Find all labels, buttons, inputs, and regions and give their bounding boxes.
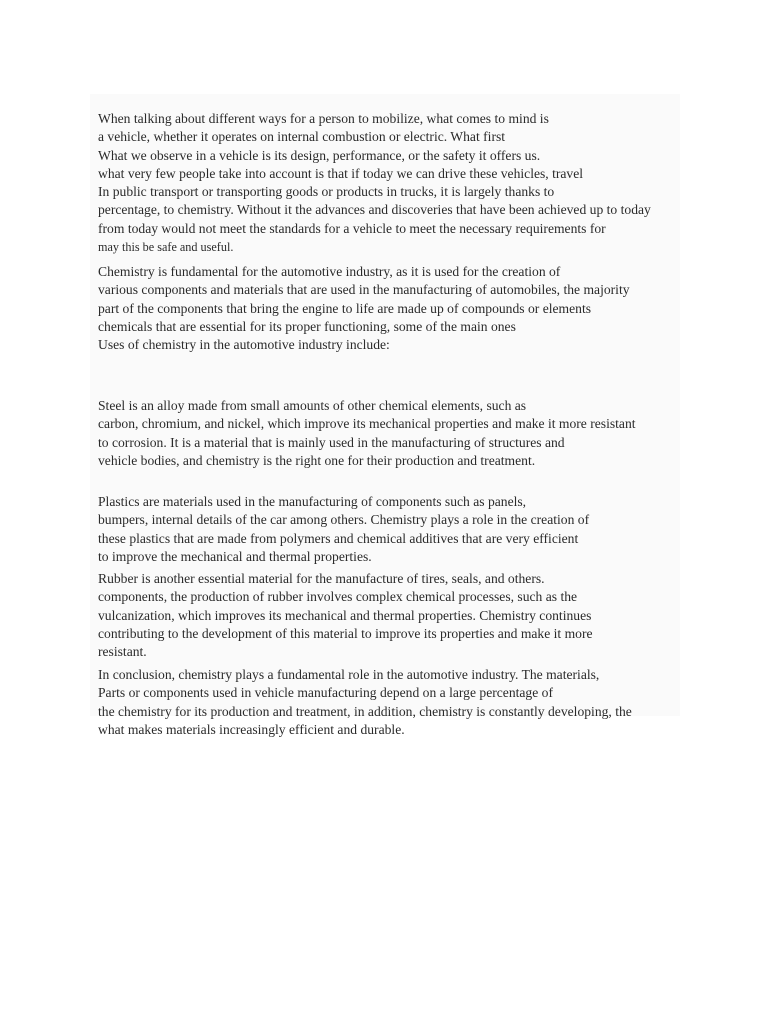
text-line: from today would not meet the standards for a vehicle to meet the necessary requirements for bbox=[98, 220, 606, 236]
text-line: a vehicle, whether it operates on internal combustion or electric. What first bbox=[98, 129, 506, 145]
text-line: to improve the mechanical and thermal properties. bbox=[98, 548, 372, 564]
text-line: Rubber is another essential material for the manufacture of tires, seals, and others. bbox=[98, 571, 545, 586]
text-line: what very few people take into account is that if today we can drive these vehicles, travel bbox=[98, 165, 584, 181]
text-line: components, the production of rubber involves complex chemical processes, such as the bbox=[98, 589, 578, 605]
paragraph-plastics bbox=[98, 493, 589, 566]
text-line: percentage, to chemistry. Without it the advances and discoveries that have been achieved up to today bbox=[98, 202, 651, 218]
text-line: carbon, chromium, and nickel, which improve its mechanical properties and make it more resistant bbox=[98, 416, 636, 432]
text-line: Plastics are materials used in the manufacturing of components such as panels, bbox=[98, 494, 527, 509]
text-line: chemicals that are essential for its proper functioning, some of the main ones bbox=[98, 318, 516, 334]
text-line: vehicle bodies, and chemistry is the right one for their production and treatment. bbox=[98, 452, 536, 468]
text-line: In public transport or transporting goods or products in trucks, it is largely thanks to bbox=[98, 184, 555, 200]
paragraph-rubber bbox=[98, 570, 593, 661]
text-line: bumpers, internal details of the car among others. Chemistry plays a role in the creation of bbox=[98, 512, 590, 528]
text-line: vulcanization, which improves its mechanical and thermal properties. Chemistry continues bbox=[98, 607, 592, 623]
text-line: What we observe in a vehicle is its design, performance, or the safety it offers us. bbox=[98, 147, 541, 163]
text-line: may this be safe and useful. bbox=[98, 240, 234, 255]
text-line: part of the components that bring the engine to life are made up of compounds or elements bbox=[98, 300, 592, 316]
paragraph-steel bbox=[98, 397, 636, 470]
text-line: Uses of chemistry in the automotive industry include: bbox=[98, 337, 390, 353]
paragraph-chemistry-fundamental bbox=[98, 263, 630, 354]
text-line: to corrosion. It is a material that is mainly used in the manufacturing of structures and bbox=[98, 434, 565, 450]
paragraph-conclusion bbox=[98, 666, 632, 739]
text-line: Parts or components used in vehicle manufacturing depend on a large percentage of bbox=[98, 685, 553, 701]
text-line: what makes materials increasingly efficient and durable. bbox=[98, 721, 405, 737]
text-line: When talking about different ways for a person to mobilize, what comes to mind is bbox=[98, 111, 549, 126]
text-line: In conclusion, chemistry plays a fundamental role in the automotive industry. The materials, bbox=[98, 667, 600, 682]
text-line: resistant. bbox=[98, 644, 147, 660]
text-line: Chemistry is fundamental for the automotive industry, as it is used for the creation of bbox=[98, 264, 561, 279]
text-line: various components and materials that are used in the manufacturing of automobiles, the majority bbox=[98, 282, 630, 298]
text-line: these plastics that are made from polymers and chemical additives that are very efficient bbox=[98, 530, 579, 546]
text-line: Steel is an alloy made from small amounts of other chemical elements, such as bbox=[98, 398, 527, 413]
paragraph-introduction bbox=[98, 110, 651, 256]
text-line: contributing to the development of this material to improve its properties and make it more bbox=[98, 625, 593, 641]
text-line: the chemistry for its production and treatment, in addition, chemistry is constantly developing, the bbox=[98, 703, 632, 719]
text-block bbox=[90, 94, 680, 737]
